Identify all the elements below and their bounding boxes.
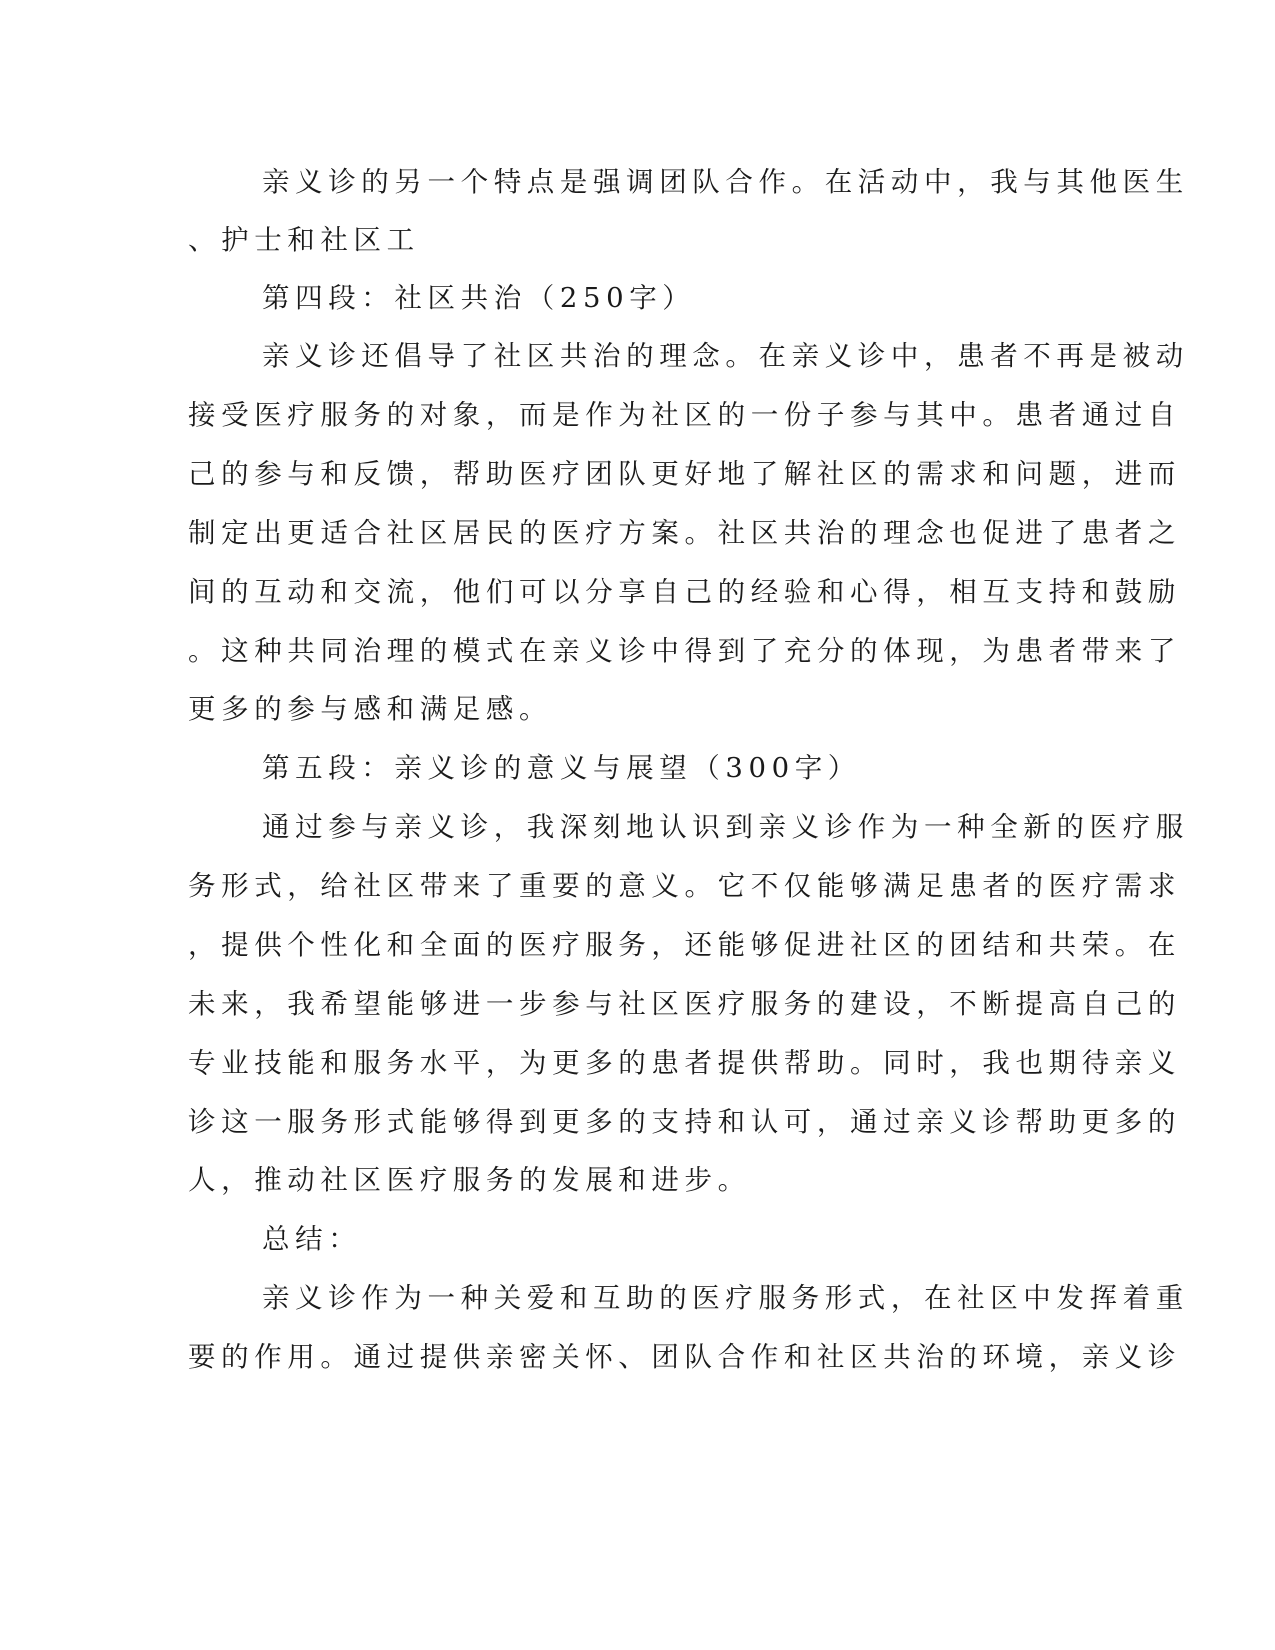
body-text-line: 接受医疗服务的对象，而是作为社区的一份子参与其中。患者通过自 [188,399,1181,431]
body-text-line: 制定出更适合社区居民的医疗方案。社区共治的理念也促进了患者之 [188,517,1181,549]
body-text-line: 间的互动和交流，他们可以分享自己的经验和心得，相互支持和鼓励 [188,576,1181,608]
body-text-line: 务形式，给社区带来了重要的意义。它不仅能够满足患者的医疗需求 [188,870,1181,902]
body-text-line: 诊这一服务形式能够得到更多的支持和认可，通过亲义诊帮助更多的 [188,1106,1181,1138]
body-text-line: ，提供个性化和全面的医疗服务，还能够促进社区的团结和共荣。在 [188,929,1181,961]
body-text-line: 、护士和社区工 [188,224,420,256]
body-text-line: 通过参与亲义诊，我深刻地认识到亲义诊作为一种全新的医疗服 [262,811,1189,843]
section-heading: 总结： [262,1223,362,1255]
body-text-line: 更多的参与感和满足感。 [188,693,553,725]
body-text-line: 亲义诊还倡导了社区共治的理念。在亲义诊中，患者不再是被动 [262,340,1189,372]
section-heading: 第五段：亲义诊的意义与展望（300字） [262,752,861,784]
body-text-line: 亲义诊的另一个特点是强调团队合作。在活动中，我与其他医生 [262,166,1189,198]
section-heading: 第四段：社区共治（250字） [262,282,696,314]
body-text-line: 。这种共同治理的模式在亲义诊中得到了充分的体现，为患者带来了 [188,635,1181,667]
body-text-line: 要的作用。通过提供亲密关怀、团队合作和社区共治的环境，亲义诊 [188,1341,1181,1373]
body-text-line: 未来，我希望能够进一步参与社区医疗服务的建设，不断提高自己的 [188,988,1181,1020]
body-text-line: 己的参与和反馈，帮助医疗团队更好地了解社区的需求和问题，进而 [188,458,1181,490]
body-text-line: 亲义诊作为一种关爱和互助的医疗服务形式，在社区中发挥着重 [262,1282,1189,1314]
body-text-line: 人，推动社区医疗服务的发展和进步。 [188,1164,751,1196]
body-text-line: 专业技能和服务水平，为更多的患者提供帮助。同时，我也期待亲义 [188,1047,1181,1079]
